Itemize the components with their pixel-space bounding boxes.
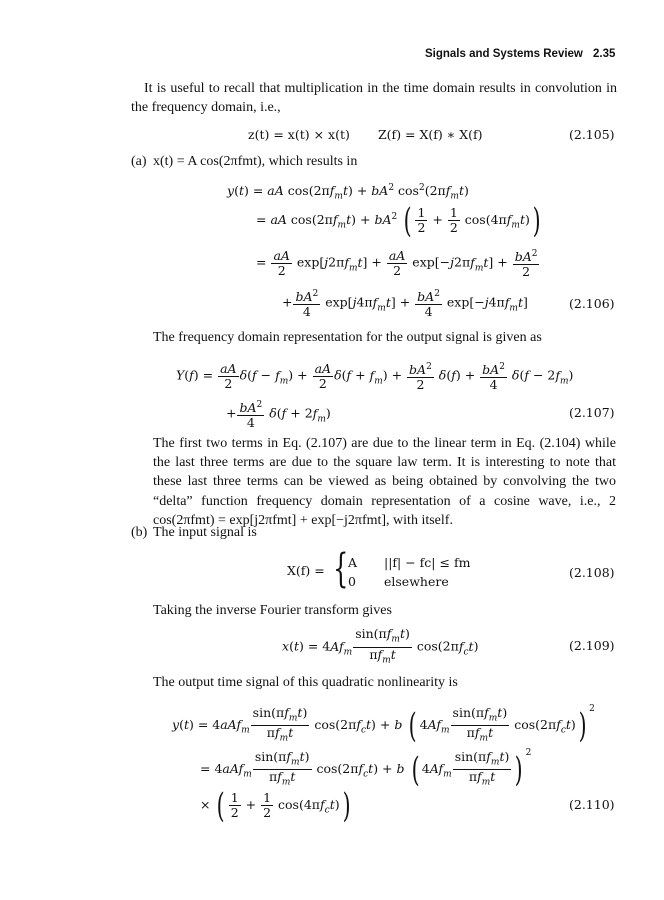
eq-2-110-line-2: = 4aAf$_m$ $\frac{\sin(\pi f_mt)}{\pi f_mt}$ $\cos(2\pi f_ct) + b$ ( $4Af_m$ $\frac{\sin(\pi f_mt)}{\pi f_mt}$ ) $^2$: [200, 748, 532, 790]
intro-paragraph: It is useful to recall that multiplication in the time domain results in convolution in the frequency domain, i.e.,: [131, 81, 617, 116]
eq-2-110-number: (2.110): [569, 797, 615, 812]
eq-2-106-line-4: + $\frac{bA^2}{4}$ $\exp[j4\pi f_mt]$ + $\frac{bA^2}{4}$ $\exp[-j4\pi f_mt]$: [282, 289, 528, 320]
eq-2-108-case1-cond: ||f| − fc| ≤ fm: [384, 555, 471, 570]
part-a-label: (a): [131, 154, 147, 169]
eq-2-108-number: (2.108): [569, 565, 615, 580]
part-a-text: x(t) = A cos(2πfmt), which results in: [153, 154, 358, 169]
eq-2-105-number: (2.105): [569, 127, 615, 142]
page-number: 2.35: [593, 48, 616, 60]
eq-2-108-lhs: X(f) =: [287, 563, 325, 578]
output-text: The output time signal of this quadratic nonlinearity is: [153, 675, 458, 690]
eq-2-107-line-1: Y(f) = $\frac{aA}{2}$ $\delta(f - f_m)$ + $\frac{aA}{2}$ $\delta(f + f_m)$ + $\frac{bA^2}{2}$ δ(f) + $\frac{bA^2}{4}$ $\delta(f - 2f_m)$: [176, 360, 574, 393]
eq-2-108-brace: {: [333, 546, 349, 592]
eq-2-107-line-2: + $\frac{bA^2}{4}$ $\delta(f + 2f_m)$: [226, 400, 331, 431]
inverse-text: Taking the inverse Fourier transform gives: [153, 603, 392, 618]
explanation-paragraph: The first two terms in Eq. (2.107) are due to the linear term in Eq. (2.104) while the last three terms are due to the square law term. It is interesting to note that these last three terms can be viewed as being obtained by convolving the two “delta” function frequency domain representation of a cosine wave, i.e., 2 cos(2πfmt) = exp[j2πfmt] + exp[−j2πfmt], with itself.: [153, 436, 616, 528]
freq-rep-text: The frequency domain representation for the output signal is given as: [153, 330, 542, 345]
eq-2-109: $x(t) = 4Af_m$ $\frac{\sin(\pi f_mt)}{\pi f_mt}$ $\cos(2\pi f_ct)$: [282, 626, 479, 665]
eq-2-106-line-2: = aA $\cos(2\pi f_mt) + bA^2$ ( $\frac{1}{2}$ + $\frac{1}{2}$ $\cos(4\pi f_mt)$): [256, 200, 541, 241]
eq-2-109-number: (2.109): [569, 638, 615, 653]
eq-2-110-line-1: y(t) = 4aAf$_m$ $\frac{\sin(\pi f_mt)}{\pi f_mt}$ $\cos(2\pi f_ct) + b$ ( $4Af_m$ $\frac{\sin(\pi f_mt)}{\pi f_mt}$ $\cos(2\pi f_ct)$) $^2$: [172, 704, 595, 746]
eq-2-108-case2-cond: elsewhere: [384, 574, 449, 589]
running-header: Signals and Systems Review: [425, 48, 583, 60]
eq-2-108-case1-value: A: [348, 555, 358, 570]
eq-2-105-rhs: Z(f) = X(f) ∗ X(f): [378, 127, 483, 142]
eq-2-110-line-3: × ( $\frac{1}{2}$ + $\frac{1}{2}$ $\cos(4\pi f_ct)$): [200, 785, 351, 826]
eq-2-106-number: (2.106): [569, 296, 615, 311]
eq-2-108-case2-value: 0: [348, 574, 356, 589]
eq-2-106-line-3: = $\frac{aA}{2}$ $\exp[j2\pi f_mt]$ + $\frac{aA}{2}$ $\exp[-j2\pi f_mt]$ + $\frac{bA^2}{2}$: [256, 247, 538, 280]
part-b-label: (b): [131, 525, 148, 540]
eq-2-106-line-1: y(t) = aA $\cos(2\pi f_mt) + bA^2$ $\cos^2(2\pi f_mt)$: [227, 183, 469, 202]
part-b-text: The input signal is: [153, 525, 257, 540]
eq-2-107-number: (2.107): [569, 405, 615, 420]
eq-2-105-lhs: z(t) = x(t) × x(t): [248, 127, 350, 142]
